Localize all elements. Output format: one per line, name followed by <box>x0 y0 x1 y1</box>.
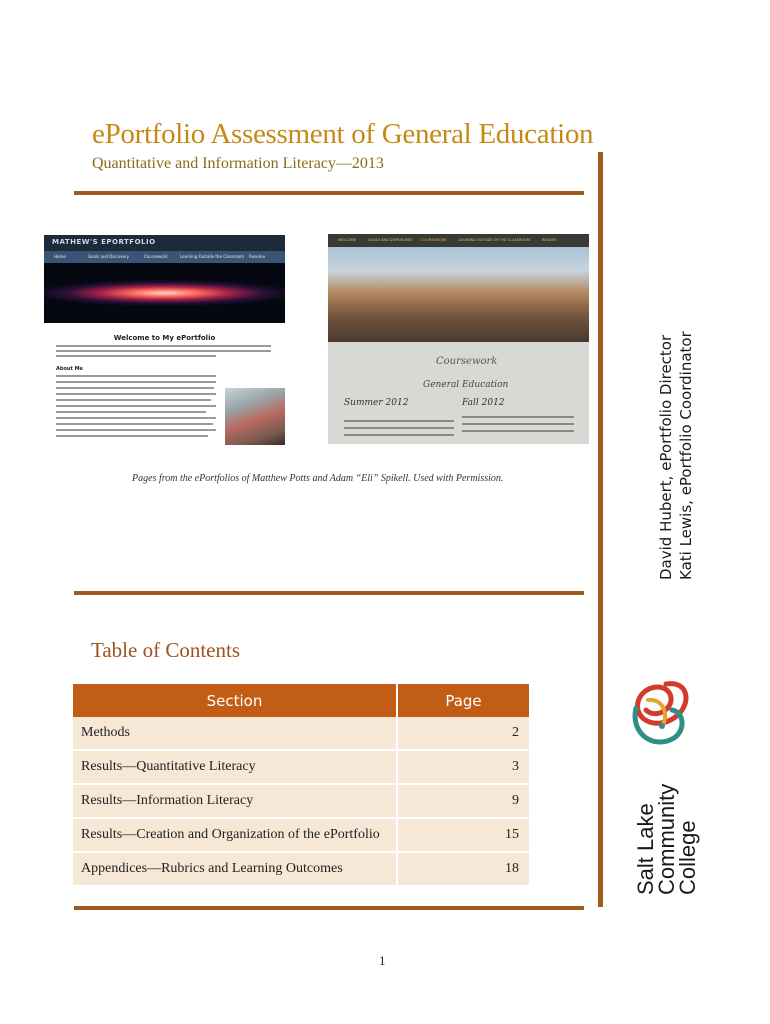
toc-row <box>73 852 529 886</box>
nav-item-home: Home <box>54 254 66 259</box>
eportfolio-header <box>44 235 285 251</box>
toc-row-section: Results—Quantitative Literacy <box>73 750 397 784</box>
coursework-heading: Coursework <box>436 356 498 367</box>
authors-block <box>656 280 696 580</box>
page-number: 1 <box>379 953 386 968</box>
text-line <box>56 345 271 347</box>
text-line <box>56 417 216 419</box>
portrait-photo <box>225 388 285 445</box>
nav-item-welcome: WELCOME <box>338 238 357 242</box>
text-line <box>56 387 214 389</box>
nav-item-goals: Goals and Discovery <box>88 254 130 259</box>
text-line <box>56 381 216 383</box>
eportfolio-screenshot-left <box>44 235 285 445</box>
text-line <box>56 393 216 395</box>
top-divider <box>74 191 584 195</box>
canyon-photo <box>328 247 589 342</box>
text-line <box>344 427 454 429</box>
document-subtitle: Quantitative and Information Literacy—2013 <box>92 155 384 172</box>
middle-divider <box>74 591 584 595</box>
galaxy-hero-image <box>44 263 285 323</box>
nav-item-resume: RESUME <box>542 238 557 242</box>
text-line <box>56 405 216 407</box>
text-line <box>56 355 216 357</box>
toc-row-page: 15 <box>397 818 529 852</box>
document-title: ePortfolio Assessment of General Education <box>92 118 594 150</box>
logo-line-community: Community <box>654 783 679 895</box>
text-line <box>462 416 574 418</box>
toc-table <box>73 684 529 887</box>
text-line <box>344 434 454 436</box>
author-director: David Hubert, ePortfolio Director <box>657 334 675 580</box>
bottom-divider <box>74 906 584 910</box>
text-line <box>344 420 454 422</box>
term-fall-2012: Fall 2012 <box>462 398 505 408</box>
college-logo-text <box>635 735 698 895</box>
toc-row-section: Results—Creation and Organization of the ePortfolio <box>73 818 397 852</box>
about-heading: About Me <box>56 366 83 372</box>
toc-row <box>73 750 529 784</box>
toc-column-section: Section <box>73 684 397 717</box>
toc-row <box>73 717 529 750</box>
toc-row-page: 18 <box>397 852 529 886</box>
text-line <box>56 423 213 425</box>
logo-line-college: College <box>675 820 700 895</box>
nav-item-resume: Resume <box>249 254 266 259</box>
text-line <box>56 411 206 413</box>
toc-row-page: 9 <box>397 784 529 818</box>
text-line <box>56 429 216 431</box>
toc-row <box>73 818 529 852</box>
general-education-heading: General Education <box>423 380 509 390</box>
eportfolio-brand: MATHEW'S EPORTFOLIO <box>52 238 156 246</box>
nav-item-goals: GOALS AND DISPOSURES <box>368 238 413 242</box>
toc-heading: Table of Contents <box>91 638 240 662</box>
text-line <box>56 399 211 401</box>
eportfolio-nav <box>328 234 589 247</box>
toc-row-section: Methods <box>73 717 397 750</box>
welcome-heading: Welcome to My ePortfolio <box>113 334 216 342</box>
logo-line-salt-lake: Salt Lake <box>633 803 658 895</box>
nav-item-learning: Learning Outside the Classroom <box>180 254 245 259</box>
nav-item-coursework: Coursework <box>144 254 168 259</box>
nav-item-learning: LEARNING OUTSIDE OF THE CLASSROOM <box>458 238 531 242</box>
term-summer-2012: Summer 2012 <box>344 398 409 408</box>
toc-header-row <box>73 684 529 717</box>
toc-row <box>73 784 529 818</box>
toc-row-page: 3 <box>397 750 529 784</box>
toc-row-section: Results—Information Literacy <box>73 784 397 818</box>
toc-row-section: Appendices—Rubrics and Learning Outcomes <box>73 852 397 886</box>
text-line <box>56 375 216 377</box>
eportfolio-nav <box>44 251 285 263</box>
image-caption: Pages from the ePortfolios of Matthew Potts and Adam “Eli” Spikell. Used with Permission. <box>132 473 504 484</box>
text-line <box>462 423 574 425</box>
text-line <box>462 430 574 432</box>
author-coordinator: Kati Lewis, ePortfolio Coordinator <box>677 331 695 580</box>
nav-item-coursework: COURSEWORK <box>421 238 447 242</box>
toc-row-page: 2 <box>397 717 529 750</box>
text-line <box>56 350 271 352</box>
eportfolio-screenshot-right <box>328 234 589 444</box>
toc-column-page: Page <box>397 684 529 717</box>
vertical-divider <box>598 152 603 907</box>
text-line <box>56 435 208 437</box>
